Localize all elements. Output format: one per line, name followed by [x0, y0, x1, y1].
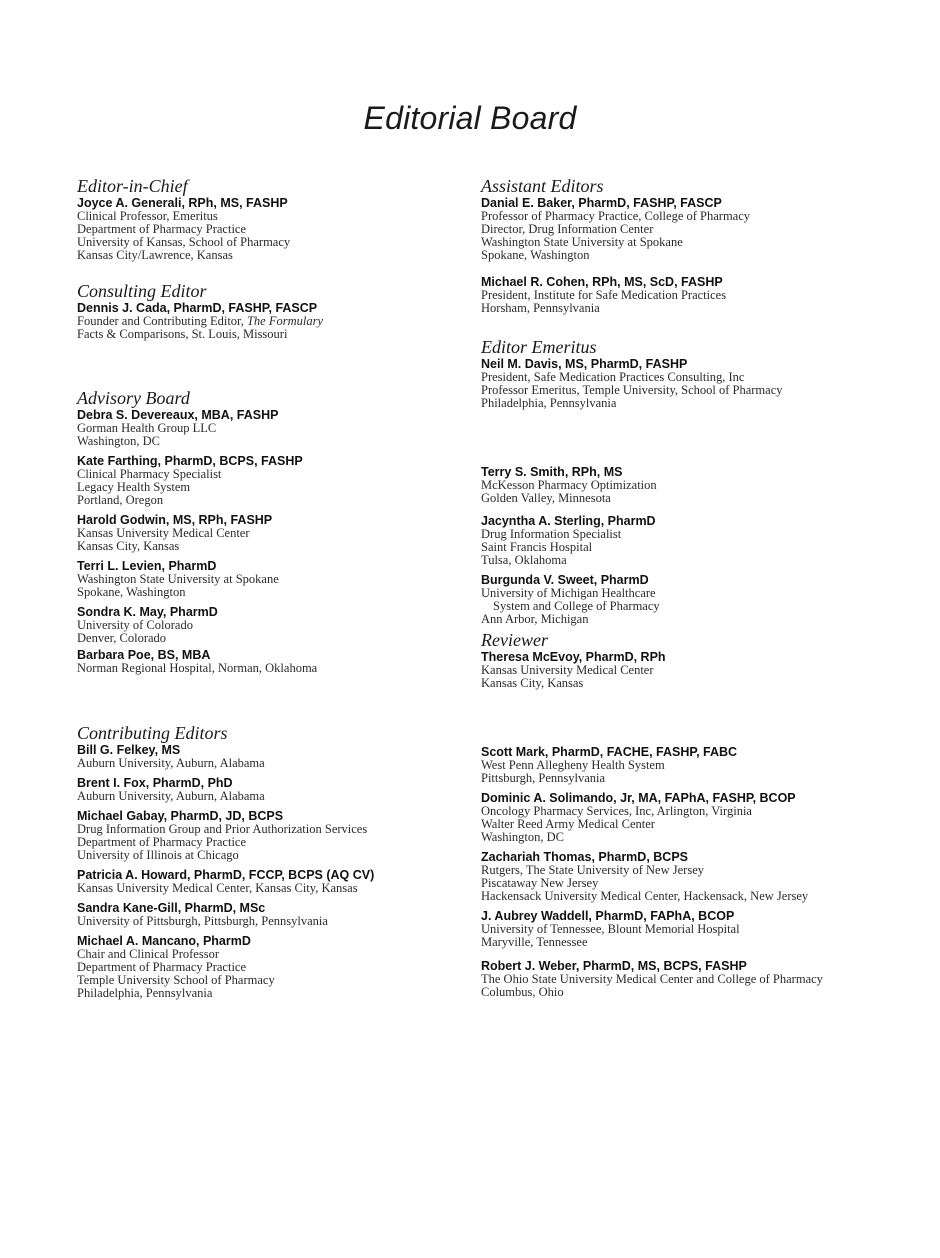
member-affiliation: Temple University School of Pharmacy	[77, 973, 275, 987]
assistant-editors-section	[481, 177, 881, 315]
member-affiliation: Kansas City/Lawrence, Kansas	[77, 248, 233, 262]
member-name: J. Aubrey Waddell, PharmD, FAPhA, BCOP	[481, 909, 735, 923]
board-member	[77, 605, 477, 645]
member-affiliation: Drug Information Specialist	[481, 527, 622, 541]
member-name: Burgunda V. Sweet, PharmD	[481, 573, 649, 587]
board-member	[481, 357, 881, 410]
member-affiliation: Kansas City, Kansas	[481, 676, 584, 690]
board-member	[77, 408, 477, 448]
member-affiliation: Kansas University Medical Center	[481, 663, 654, 677]
member-affiliation: System and College of Pharmacy	[493, 599, 660, 613]
member-affiliation: Director, Drug Information Center	[481, 222, 654, 236]
member-affiliation: Piscataway New Jersey	[481, 876, 599, 890]
member-name: Michael R. Cohen, RPh, MS, ScD, FASHP	[481, 275, 723, 289]
reviewer-section	[481, 631, 881, 690]
member-affiliation: Department of Pharmacy Practice	[77, 222, 247, 236]
member-affiliation: Professor of Pharmacy Practice, College of Pharmacy	[481, 209, 751, 223]
board-member	[77, 454, 477, 507]
contributing-editors-section	[77, 724, 477, 1000]
member-name: Jacyntha A. Sterling, PharmD	[481, 514, 656, 528]
member-affiliation: Clinical Pharmacy Specialist	[77, 467, 222, 481]
affiliation-text: Founder and Contributing Editor,	[77, 314, 244, 328]
board-member	[77, 901, 477, 928]
page-title: Editorial Board	[363, 100, 577, 136]
member-name: Dennis J. Cada, PharmD, FASHP, FASCP	[77, 301, 318, 315]
section-heading: Editor-in-Chief	[77, 176, 188, 196]
member-affiliation: Columbus, Ohio	[481, 985, 564, 999]
member-affiliation: University of Michigan Healthcare	[481, 586, 656, 600]
member-affiliation: Department of Pharmacy Practice	[77, 960, 247, 974]
member-name: Joyce A. Generali, RPh, MS, FASHP	[77, 196, 288, 210]
section-heading: Reviewer	[481, 630, 548, 650]
member-affiliation: President, Safe Medication Practices Consulting, Inc	[481, 370, 745, 384]
member-affiliation: Auburn University, Auburn, Alabama	[77, 789, 265, 803]
consulting-editor-section	[77, 282, 477, 341]
member-affiliation: Philadelphia, Pennsylvania	[481, 396, 617, 410]
member-name: Danial E. Baker, PharmD, FASHP, FASCP	[481, 196, 722, 210]
board-member	[77, 648, 477, 675]
advisory-board-continued-section	[481, 465, 881, 626]
member-affiliation: University of Tennessee, Blount Memorial Hospital	[481, 922, 740, 936]
member-affiliation: Clinical Professor, Emeritus	[77, 209, 218, 223]
board-member	[481, 573, 881, 626]
editor-in-chief-section	[77, 177, 477, 262]
member-name: Terri L. Levien, PharmD	[77, 559, 217, 573]
publication-title: The Formulary	[246, 314, 324, 328]
member-affiliation: Kansas University Medical Center, Kansas City, Kansas	[77, 881, 358, 895]
board-member	[481, 745, 901, 785]
member-affiliation: Washington, DC	[77, 434, 161, 448]
member-name: Debra S. Devereaux, MBA, FASHP	[77, 408, 279, 422]
member-affiliation: Pittsburgh, Pennsylvania	[481, 771, 606, 785]
member-name: Zachariah Thomas, PharmD, BCPS	[481, 850, 689, 864]
member-name: Neil M. Davis, MS, PharmD, FASHP	[481, 357, 688, 371]
member-name: Scott Mark, PharmD, FACHE, FASHP, FABC	[481, 745, 738, 759]
member-name: Barbara Poe, BS, MBA	[77, 648, 211, 662]
member-name: Michael A. Mancano, PharmD	[77, 934, 251, 948]
board-member	[481, 650, 881, 690]
member-affiliation: McKesson Pharmacy Optimization	[481, 478, 657, 492]
board-member	[481, 909, 901, 949]
member-name: Robert J. Weber, PharmD, MS, BCPS, FASHP	[481, 959, 747, 973]
member-affiliation: Saint Francis Hospital	[481, 540, 593, 554]
board-member	[481, 850, 901, 903]
board-member	[77, 513, 477, 553]
board-member	[77, 934, 477, 1000]
board-member	[77, 776, 477, 803]
board-member	[77, 196, 477, 262]
member-name: Terry S. Smith, RPh, MS	[481, 465, 623, 479]
member-name: Theresa McEvoy, PharmD, RPh	[481, 650, 666, 664]
member-name: Bill G. Felkey, MS	[77, 743, 181, 757]
member-affiliation: Facts & Comparisons, St. Louis, Missouri	[77, 327, 288, 341]
member-affiliation: Oncology Pharmacy Services, Inc, Arlington, Virginia	[481, 804, 752, 818]
section-heading: Assistant Editors	[481, 176, 604, 196]
board-member	[77, 743, 477, 770]
member-affiliation: West Penn Allegheny Health System	[481, 758, 665, 772]
member-affiliation: Professor Emeritus, Temple University, School of Pharmacy	[481, 383, 783, 397]
member-name: Michael Gabay, PharmD, JD, BCPS	[77, 809, 284, 823]
section-heading: Consulting Editor	[77, 281, 207, 301]
member-affiliation: Tulsa, Oklahoma	[481, 553, 567, 567]
member-affiliation: Rutgers, The State University of New Jersey	[481, 863, 704, 877]
member-name: Harold Godwin, MS, RPh, FASHP	[77, 513, 273, 527]
member-affiliation: Washington State University at Spokane	[481, 235, 683, 249]
contributing-editors-continued-section	[481, 745, 901, 999]
member-affiliation: Spokane, Washington	[77, 585, 186, 599]
board-member	[481, 514, 881, 567]
member-name: Kate Farthing, PharmD, BCPS, FASHP	[77, 454, 303, 468]
member-affiliation: Philadelphia, Pennsylvania	[77, 986, 213, 1000]
board-member	[481, 275, 881, 315]
member-affiliation: University of Pittsburgh, Pittsburgh, Pennsylvania	[77, 914, 328, 928]
member-name: Patricia A. Howard, PharmD, FCCP, BCPS (AQ CV)	[77, 868, 375, 882]
section-heading: Editor Emeritus	[481, 337, 597, 357]
board-member	[77, 868, 477, 895]
member-affiliation: Ann Arbor, Michigan	[481, 612, 589, 626]
board-member	[481, 465, 881, 505]
member-affiliation: Department of Pharmacy Practice	[77, 835, 247, 849]
member-affiliation: University of Colorado	[77, 618, 193, 632]
board-member	[481, 196, 881, 262]
member-affiliation: Spokane, Washington	[481, 248, 590, 262]
member-affiliation: Portland, Oregon	[77, 493, 164, 507]
member-affiliation: Norman Regional Hospital, Norman, Oklahoma	[77, 661, 318, 675]
member-affiliation: Golden Valley, Minnesota	[481, 491, 611, 505]
member-affiliation: Kansas University Medical Center	[77, 526, 250, 540]
member-affiliation: Washington State University at Spokane	[77, 572, 279, 586]
board-member	[481, 959, 901, 999]
member-affiliation: Hackensack University Medical Center, Hackensack, New Jersey	[481, 889, 809, 903]
editor-emeritus-section	[481, 338, 881, 410]
advisory-board-section	[77, 389, 477, 675]
member-affiliation: Chair and Clinical Professor	[77, 947, 219, 961]
member-affiliation: Gorman Health Group LLC	[77, 421, 217, 435]
member-affiliation: University of Illinois at Chicago	[77, 848, 239, 862]
member-name: Dominic A. Solimando, Jr, MA, FAPhA, FASHP, BCOP	[481, 791, 796, 805]
member-affiliation: Kansas City, Kansas	[77, 539, 180, 553]
member-name: Sandra Kane-Gill, PharmD, MSc	[77, 901, 266, 915]
member-affiliation: Auburn University, Auburn, Alabama	[77, 756, 265, 770]
member-affiliation: Denver, Colorado	[77, 631, 167, 645]
board-member	[77, 809, 477, 862]
section-heading: Advisory Board	[77, 388, 190, 408]
member-affiliation: President, Institute for Safe Medication Practices	[481, 288, 727, 302]
member-affiliation: Legacy Health System	[77, 480, 191, 494]
member-affiliation: Washington, DC	[481, 830, 565, 844]
member-affiliation: The Ohio State University Medical Center and College of Pharmacy	[481, 972, 823, 986]
member-affiliation: Walter Reed Army Medical Center	[481, 817, 655, 831]
member-affiliation: Maryville, Tennessee	[481, 935, 588, 949]
member-affiliation: Drug Information Group and Prior Authorization Services	[77, 822, 368, 836]
board-member	[77, 301, 477, 341]
member-name: Sondra K. May, PharmD	[77, 605, 218, 619]
member-affiliation: University of Kansas, School of Pharmacy	[77, 235, 291, 249]
member-affiliation: Horsham, Pennsylvania	[481, 301, 600, 315]
member-name: Brent I. Fox, PharmD, PhD	[77, 776, 233, 790]
board-member	[77, 559, 477, 599]
board-member	[481, 791, 901, 844]
section-heading: Contributing Editors	[77, 723, 228, 743]
